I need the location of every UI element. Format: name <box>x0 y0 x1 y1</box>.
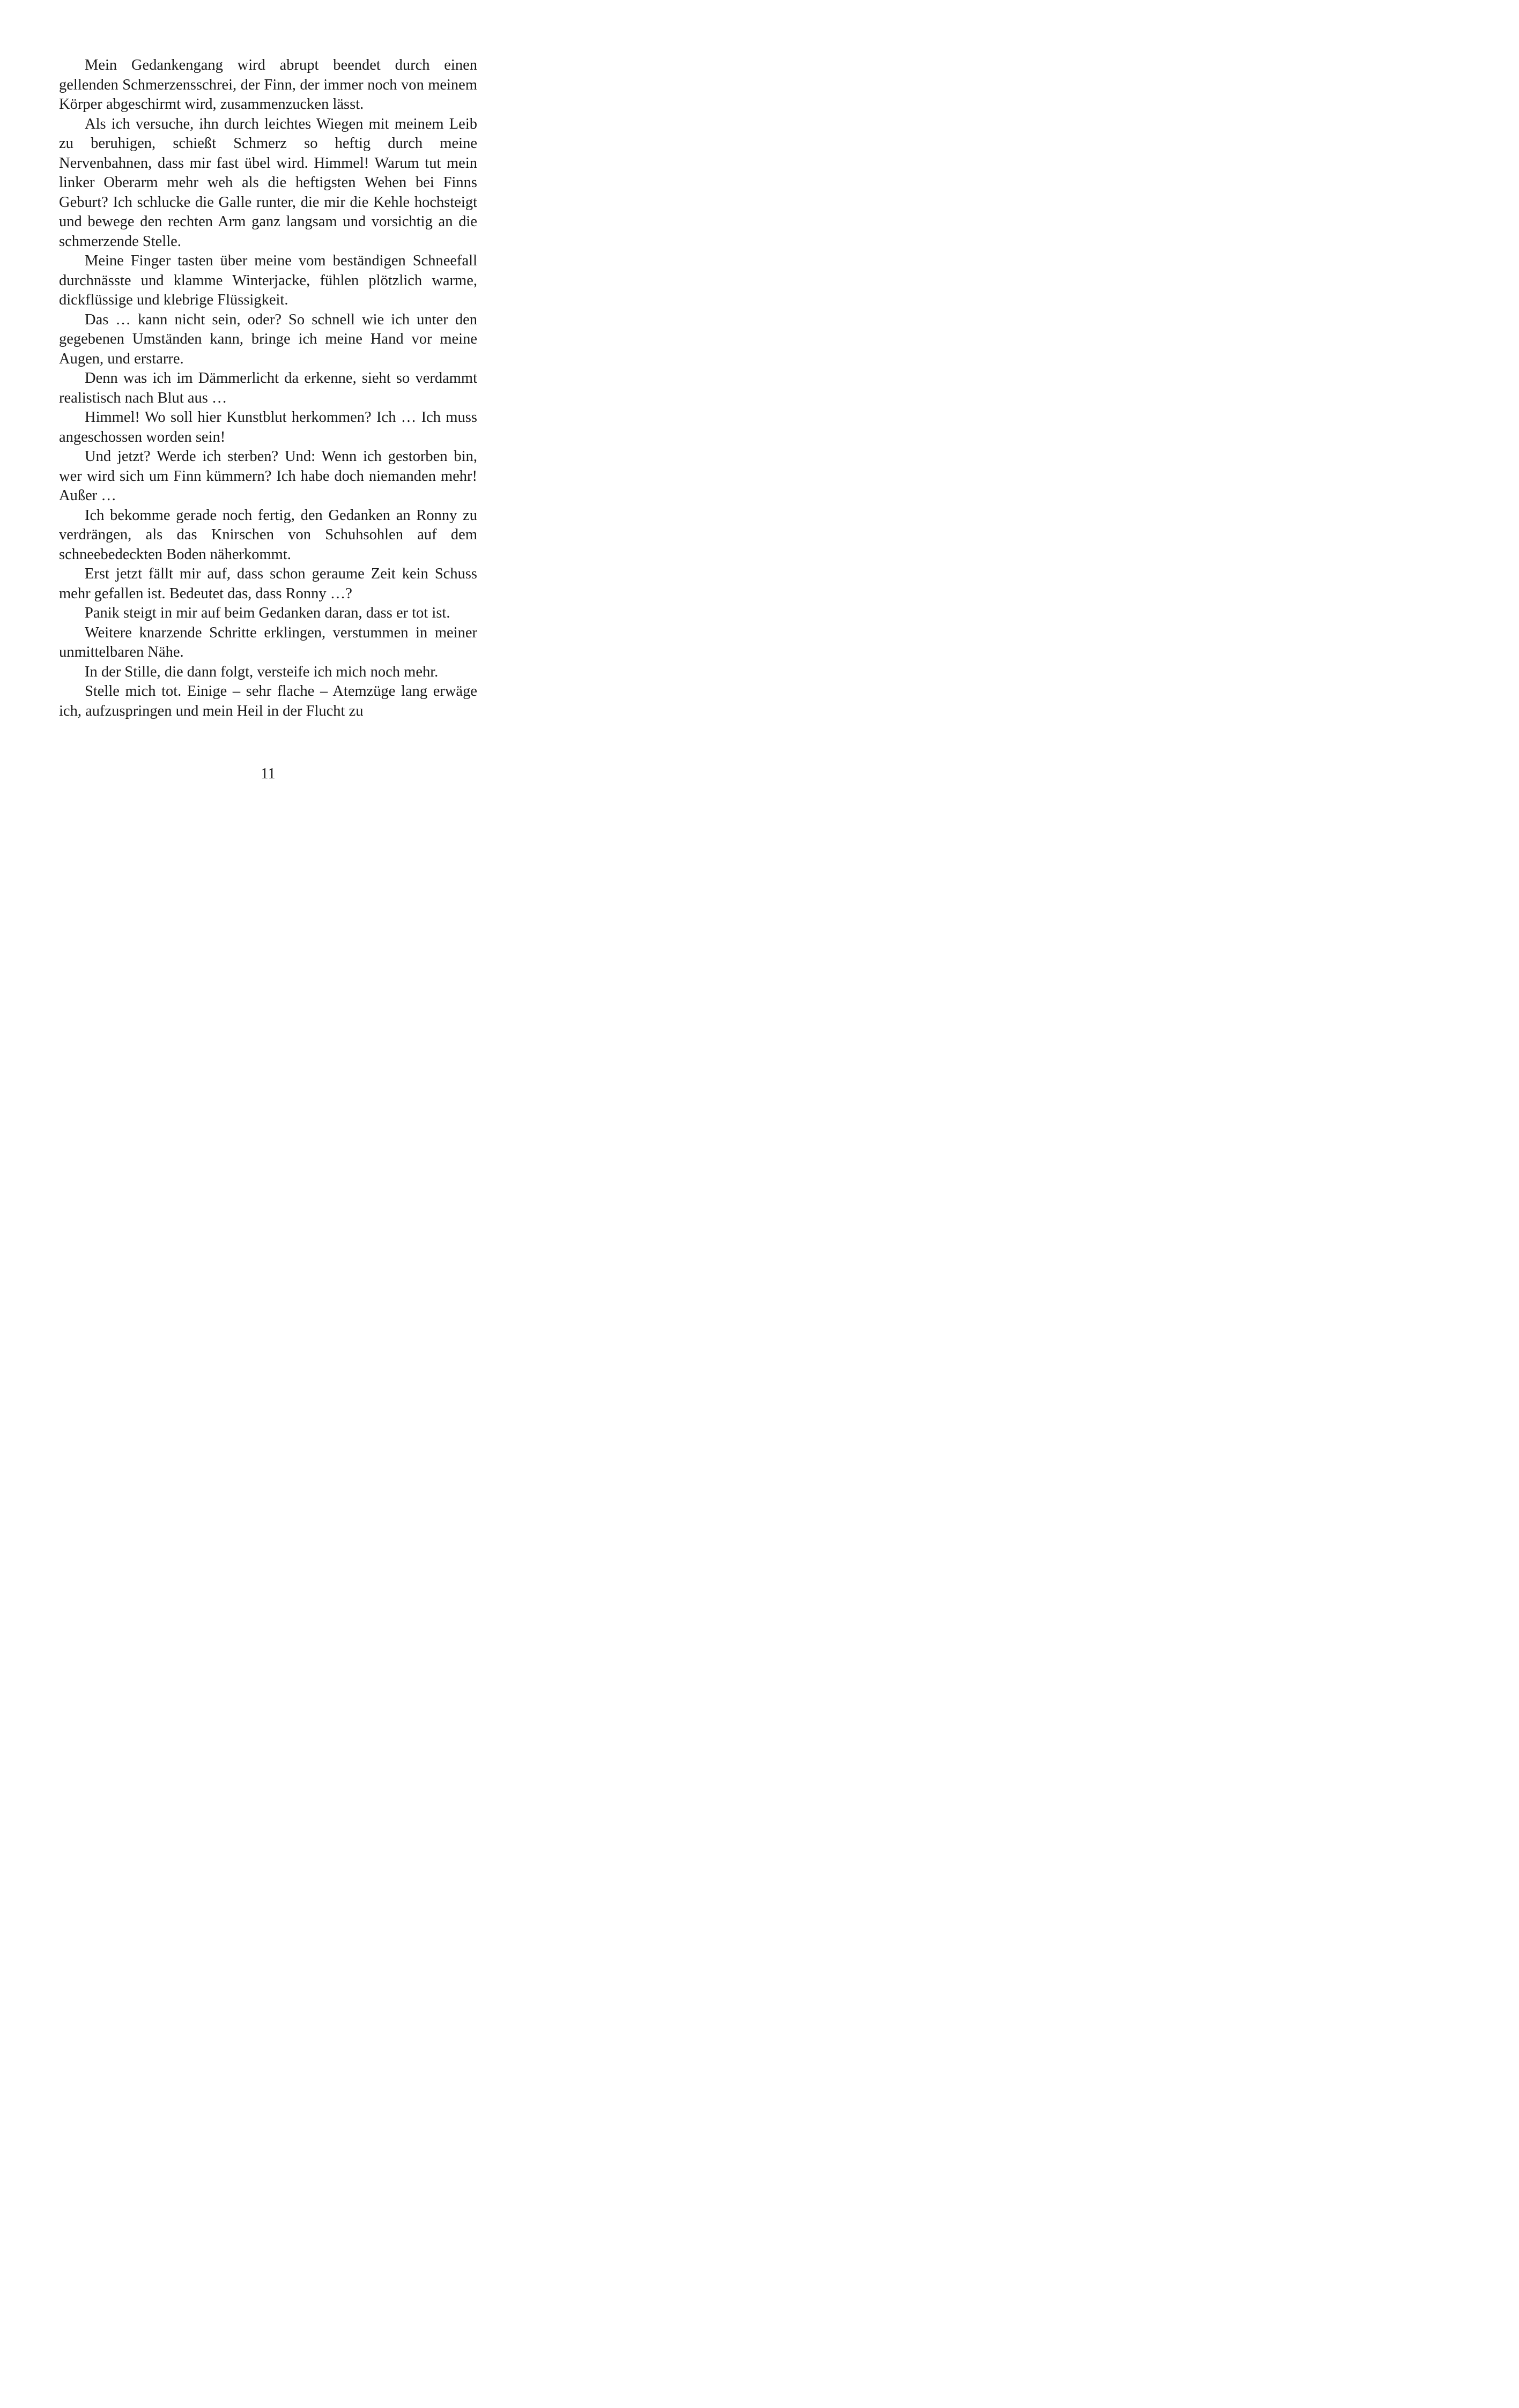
paragraph: Erst jetzt fällt mir auf, dass schon geraume Zeit kein Schuss mehr gefallen ist. Bedeutet das, dass Ronny …? <box>59 566 477 602</box>
paragraph: Weitere knarzende Schritte erklingen, verstummen in meiner unmittelbaren Nähe. <box>59 624 477 660</box>
paragraph: In der Stille, die dann folgt, versteife ich mich noch mehr. <box>85 663 439 680</box>
paragraph: Stelle mich tot. Einige – sehr flache – Atemzüge lang erwäge ich, aufzuspringen und mein Heil in der Flucht zu <box>59 683 477 719</box>
paragraph: Als ich versuche, ihn durch leichtes Wiegen mit meinem Leib zu beruhigen, schießt Schmerz so heftig durch meine Nervenbahnen, dass mir fast übel wird. Himmel! Warum tut mein linker Oberarm mehr weh als die heftigsten Wehen bei Finns Geburt? Ich schlucke die Galle runter, die mir die Kehle hochsteigt und bewege den rechten Arm ganz langsam und vorsichtig an die schmerzende Stelle. <box>59 115 477 250</box>
body-text <box>59 56 477 721</box>
paragraph: Und jetzt? Werde ich sterben? Und: Wenn ich gestorben bin, wer wird sich um Finn kümmern? Ich habe doch niemanden mehr! Außer … <box>59 448 477 504</box>
paragraph: Meine Finger tasten über meine vom beständigen Schneefall durchnässte und klamme Winterjacke, fühlen plötzlich warme, dickflüssige und klebrige Flüssigkeit. <box>59 252 477 308</box>
paragraph: Denn was ich im Dämmerlicht da erkenne, sieht so verdammt realistisch nach Blut aus … <box>59 370 477 406</box>
page-number: 11 <box>261 765 276 782</box>
paragraph: Panik steigt in mir auf beim Gedanken daran, dass er tot ist. <box>85 605 450 621</box>
paragraph: Himmel! Wo soll hier Kunstblut herkommen? Ich … Ich muss angeschossen worden sein! <box>59 409 477 445</box>
paragraph: Mein Gedankengang wird abrupt beendet durch einen gellenden Schmerzensschrei, der Finn, der immer noch von meinem Körper abgeschirmt wird, zusammenzucken lässt. <box>59 57 477 113</box>
paragraph: Ich bekomme gerade noch fertig, den Gedanken an Ronny zu verdrängen, als das Knirschen von Schuhsohlen auf dem schneebedeckten Boden näherkommt. <box>59 507 477 563</box>
paragraph: Das … kann nicht sein, oder? So schnell wie ich unter den gegebenen Umständen kann, bringe ich meine Hand vor meine Augen, und erstarre. <box>59 311 477 367</box>
book-page <box>0 0 536 850</box>
